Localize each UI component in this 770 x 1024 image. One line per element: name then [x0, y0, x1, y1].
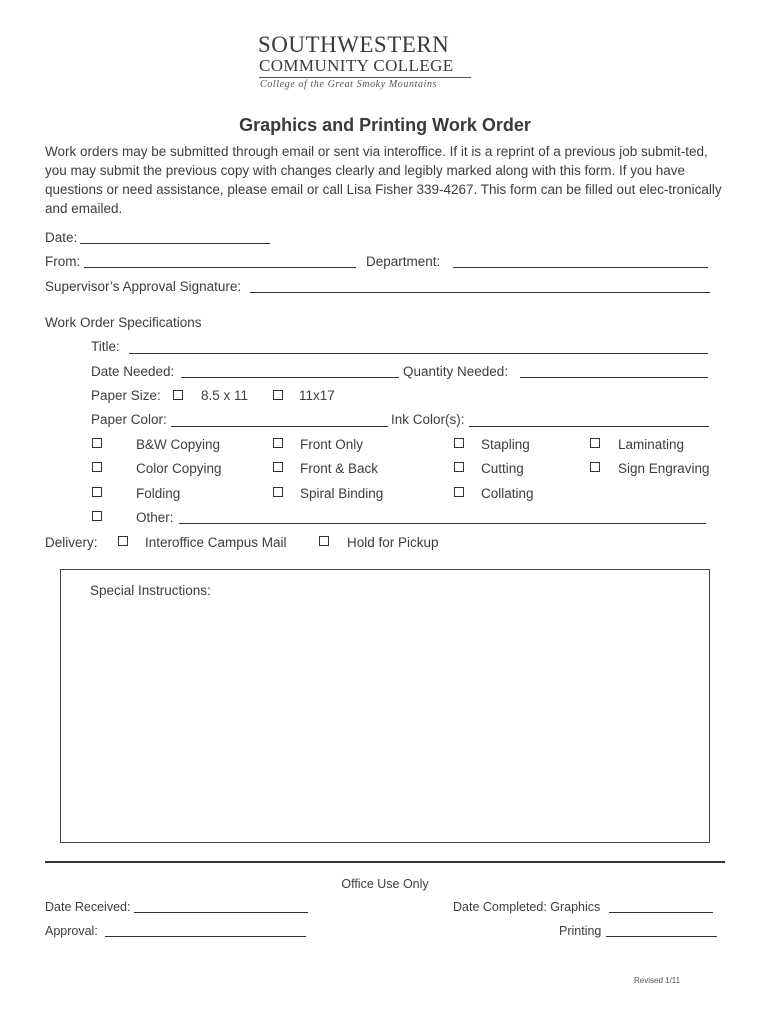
quantity-needed-label: Quantity Needed: — [403, 364, 509, 379]
intro-paragraph: Work orders may be submitted through email or sent via interoffice. If it is a reprint of a previous job submit-ted, you may submit the previous copy with changes clearly and legibly marked along with this form. If you have questions or need assistance, please email or call Lisa Fisher 339-4267. This form can be filled out elec-tronically and emailed. — [45, 144, 722, 216]
date-completed-graphics-field[interactable] — [609, 912, 713, 913]
paper-size-8-5x11-checkbox[interactable] — [173, 390, 183, 400]
from-label: From: — [45, 254, 81, 269]
front-only-checkbox[interactable] — [273, 438, 283, 448]
special-instructions-label: Special Instructions: — [90, 583, 211, 598]
spiral-binding-checkbox[interactable] — [273, 487, 283, 497]
paper-color-label: Paper Color: — [91, 412, 167, 427]
sign-engraving-label: Sign Engraving — [618, 461, 710, 476]
form-title: Graphics and Printing Work Order — [239, 115, 531, 135]
logo-line-1: SOUTHWESTERN — [258, 32, 450, 57]
paper-color-field[interactable] — [171, 426, 388, 427]
title-field[interactable] — [129, 353, 708, 354]
front-back-label: Front & Back — [300, 461, 379, 476]
department-field[interactable] — [453, 267, 708, 268]
paper-size-11x17-checkbox[interactable] — [273, 390, 283, 400]
date-received-label: Date Received: — [45, 900, 131, 914]
stapling-checkbox[interactable] — [454, 438, 464, 448]
sign-engraving-checkbox[interactable] — [590, 462, 600, 472]
stapling-label: Stapling — [481, 437, 530, 452]
from-field[interactable] — [84, 267, 356, 268]
date-completed-printing-label: Printing — [559, 924, 602, 938]
laminating-checkbox[interactable] — [590, 438, 600, 448]
department-label: Department: — [366, 254, 441, 269]
other-checkbox[interactable] — [92, 511, 102, 521]
folding-checkbox[interactable] — [92, 487, 102, 497]
supervisor-signature-field[interactable] — [250, 292, 710, 293]
ink-colors-field[interactable] — [469, 426, 709, 427]
other-field[interactable] — [179, 523, 706, 524]
cutting-label: Cutting — [481, 461, 524, 476]
hold-for-pickup-checkbox[interactable] — [319, 536, 329, 546]
revised-note: Revised 1/11 — [634, 976, 681, 985]
spiral-binding-label: Spiral Binding — [300, 486, 384, 501]
special-instructions-box[interactable] — [60, 569, 710, 843]
color-copying-checkbox[interactable] — [92, 462, 102, 472]
laminating-label: Laminating — [618, 437, 685, 452]
quantity-needed-field[interactable] — [520, 377, 708, 378]
date-label: Date: — [45, 230, 78, 245]
date-needed-field[interactable] — [181, 377, 399, 378]
front-back-checkbox[interactable] — [273, 462, 283, 472]
ink-colors-label: Ink Color(s): — [391, 412, 465, 427]
folding-label: Folding — [136, 486, 181, 501]
date-completed-graphics-label: Date Completed: Graphics — [453, 900, 601, 914]
other-label: Other: — [136, 510, 174, 525]
logo-line-2: COMMUNITY COLLEGE — [259, 56, 454, 75]
delivery-label: Delivery: — [45, 535, 98, 550]
paper-size-8-5x11-label: 8.5 x 11 — [201, 388, 249, 403]
paper-size-label: Paper Size: — [91, 388, 161, 403]
date-needed-label: Date Needed: — [91, 364, 175, 379]
approval-field[interactable] — [105, 936, 306, 937]
specs-heading: Work Order Specifications — [45, 315, 202, 330]
date-received-field[interactable] — [134, 912, 308, 913]
college-logo — [258, 32, 474, 92]
cutting-checkbox[interactable] — [454, 462, 464, 472]
approval-label: Approval: — [45, 924, 98, 938]
title-label: Title: — [91, 339, 120, 354]
bw-copying-label: B&W Copying — [136, 437, 221, 452]
logo-tagline: College of the Great Smoky Mountains — [260, 79, 438, 90]
date-field[interactable] — [80, 243, 270, 244]
bw-copying-checkbox[interactable] — [92, 438, 102, 448]
interoffice-mail-label: Interoffice Campus Mail — [145, 535, 287, 550]
office-divider — [45, 861, 725, 863]
date-completed-printing-field[interactable] — [606, 936, 717, 937]
color-copying-label: Color Copying — [136, 461, 222, 476]
interoffice-mail-checkbox[interactable] — [118, 536, 128, 546]
hold-for-pickup-label: Hold for Pickup — [347, 535, 439, 550]
office-use-heading: Office Use Only — [341, 877, 429, 891]
front-only-label: Front Only — [300, 437, 364, 452]
supervisor-signature-label: Supervisor’s Approval Signature: — [45, 279, 242, 294]
collating-label: Collating — [481, 486, 534, 501]
paper-size-11x17-label: 11x17 — [299, 388, 335, 403]
collating-checkbox[interactable] — [454, 487, 464, 497]
